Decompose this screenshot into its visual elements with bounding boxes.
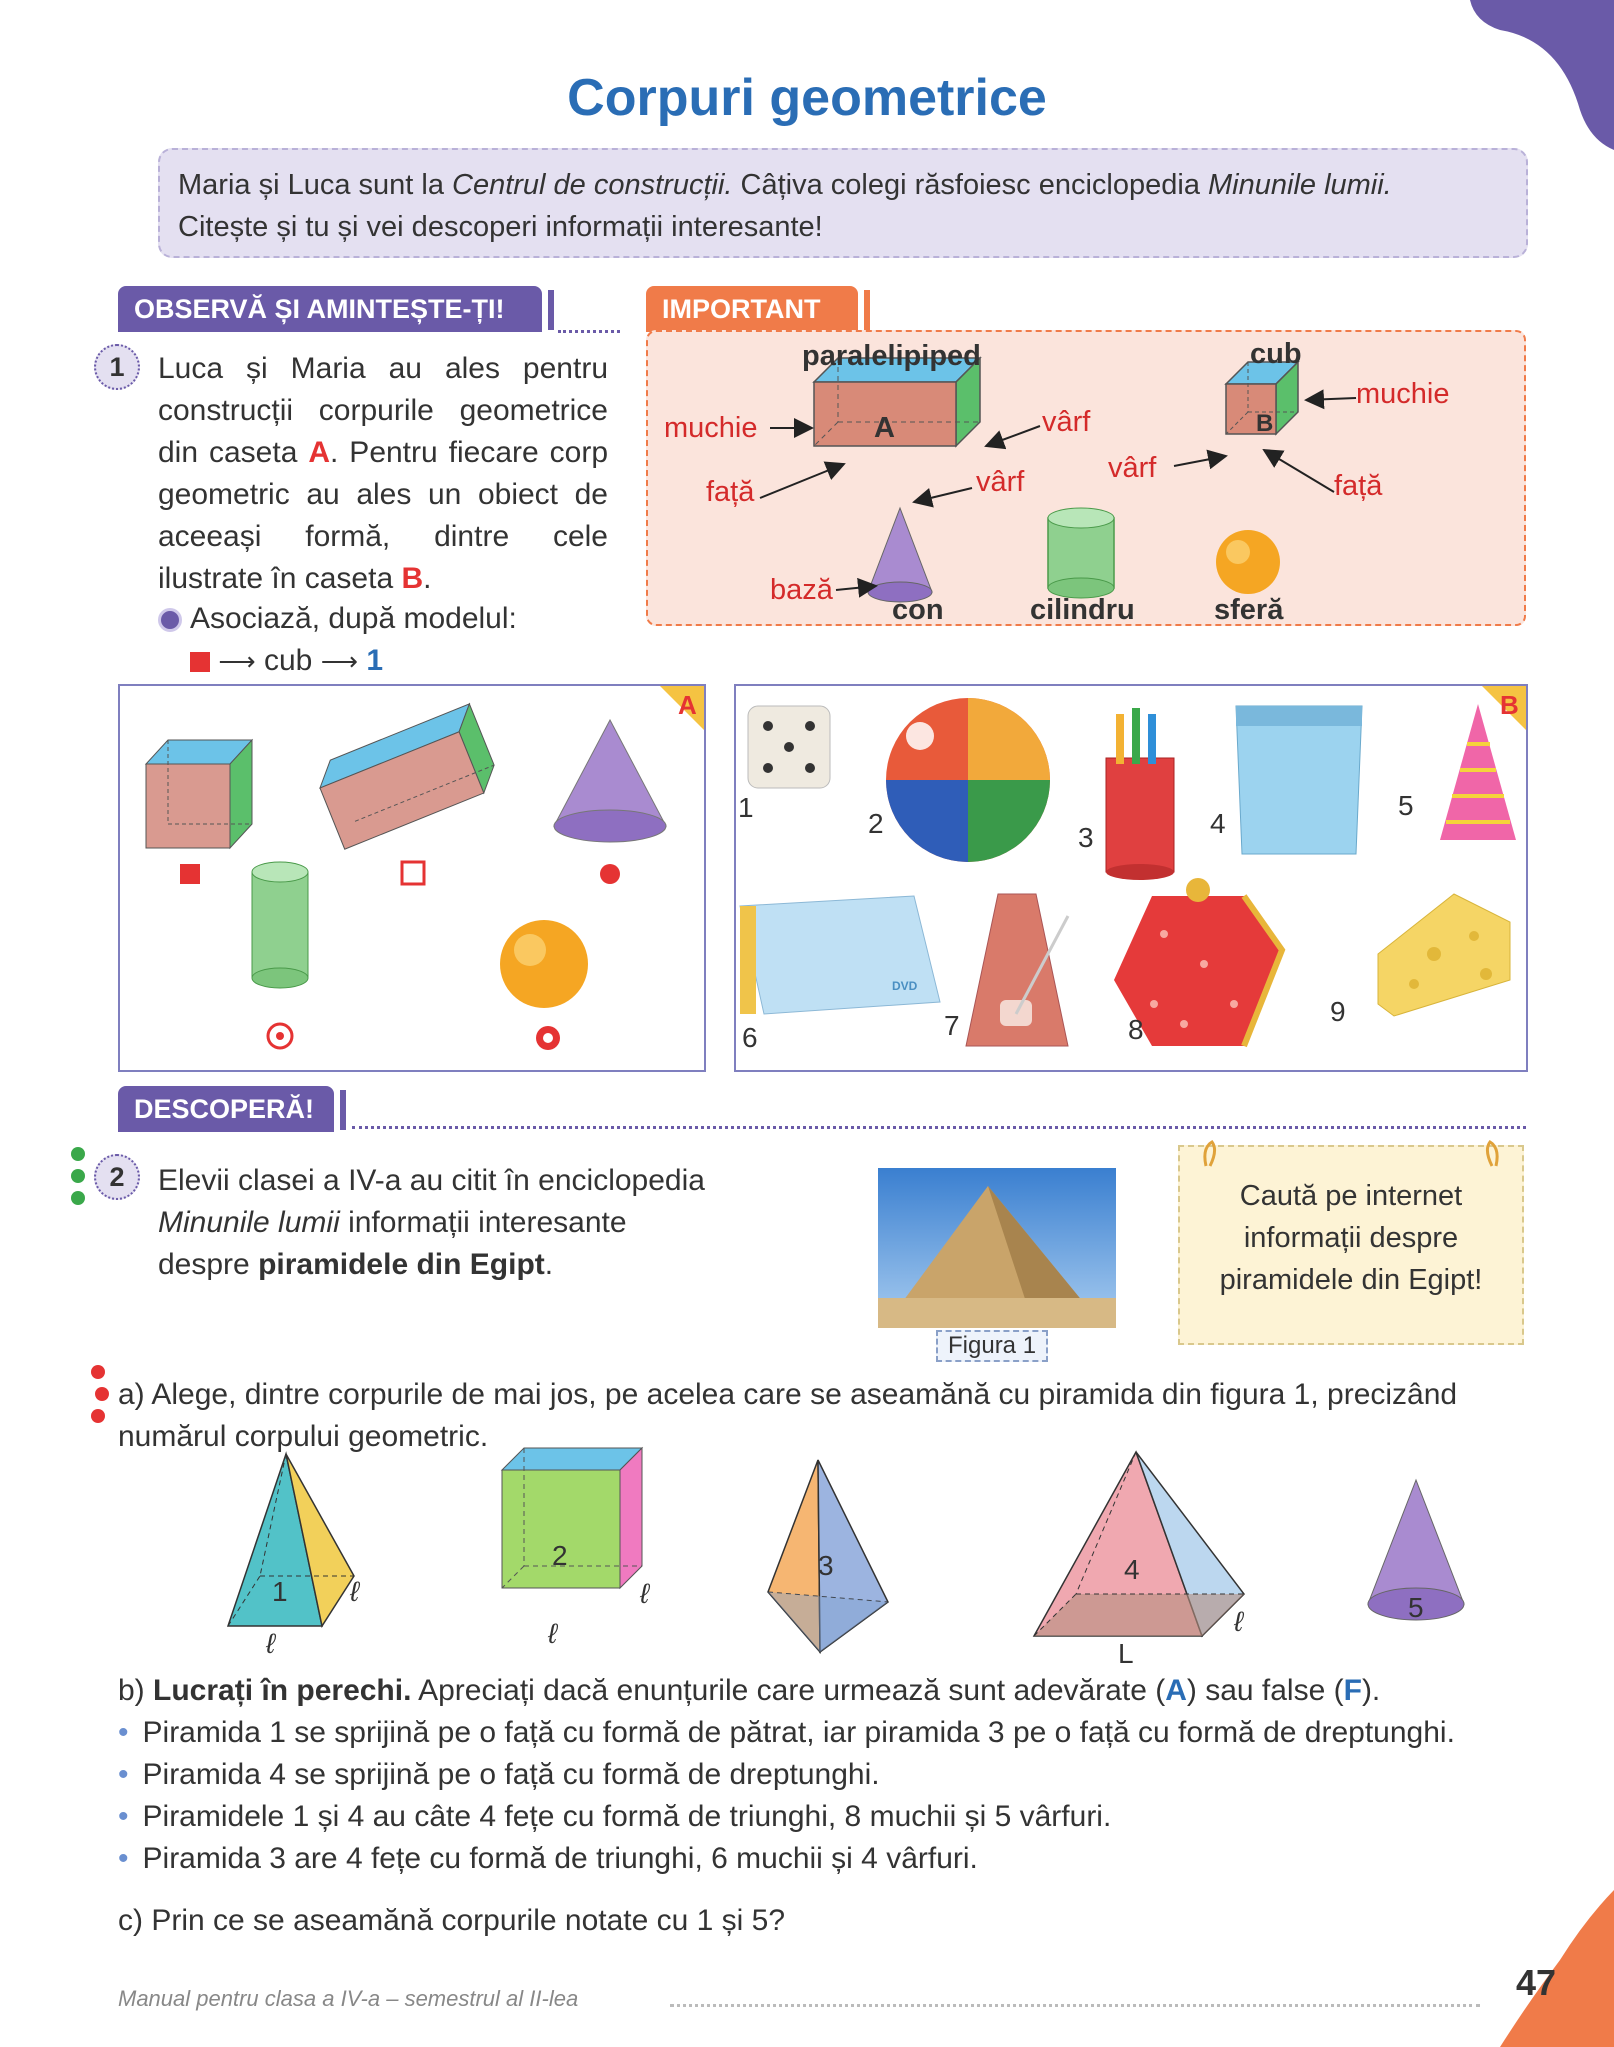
item-number-5: 5 [1398,790,1414,821]
intro-italic-2: Minunile lumii. [1208,169,1392,201]
shape-label-4: 4 [1124,1554,1140,1585]
ex2-line-2 [158,1202,748,1244]
model-word: cub [263,644,313,677]
arrow-icon: ⟶ [320,646,358,676]
label-sfera: sferă [1214,594,1284,626]
item-number-6: 6 [742,1022,758,1053]
item-number-1: 1 [738,792,754,823]
ex1-text-c: . [423,562,432,595]
label-A-box: A [874,412,895,444]
ex2-line-1: Elevii clasei a IV-a au citit în enciclopedia [158,1164,705,1197]
ex2-bold: piramidele din Egipt [258,1248,545,1281]
item-number-9: 9 [1330,996,1346,1027]
dvd-logo: DVD [892,979,918,993]
shape-label-1: 1 [272,1576,288,1607]
tag-bar [548,290,554,330]
question-b-label: b) [118,1674,145,1707]
section-tag-descopera: DESCOPERĂ! [118,1086,334,1132]
ex1-instruction [158,602,517,636]
tag-bar [864,290,870,330]
question-c-text: Prin ce se aseamănă corpurile notate cu 1 și 5? [151,1904,786,1937]
panel-a-shapes [118,684,706,1072]
difficulty-dots-green [68,1146,92,1208]
footer-text: Manual pentru clasa a IV-a – semestrul al II-lea [118,1986,579,2011]
item-number-3: 3 [1078,822,1094,853]
label-muchie-left: muchie [664,412,758,444]
label-B-box: B [1256,410,1274,437]
question-b-bold: Lucrați în perechi. [153,1674,412,1707]
ex1-box-b: B [401,562,424,595]
panel-a-label: A [678,690,697,720]
section-tag-observa: OBSERVĂ ȘI AMINTEȘTE-ȚI! [118,286,542,332]
question-b-text-2: ) sau false ( [1186,1674,1344,1707]
arrow-icon: ⟶ [218,646,256,676]
ex2-line-3-end: . [544,1248,554,1281]
section-tag-important: IMPORTANT [646,286,858,332]
question-b-text-3: ). [1361,1674,1381,1707]
label-varf-3: vârf [1108,452,1157,484]
dim-l-5: ℓ [1234,1606,1244,1637]
ex1-text-a: Luca și Maria au ales pentru construcții corpurile geometrice din caseta [158,352,608,469]
list-item [118,1754,1538,1796]
note-pins [1198,1138,1508,1168]
exercise-number-1: 1 [94,344,140,390]
question-c [118,1900,785,1942]
ex1-instruction-text: Asociază, după modelul: [190,602,517,635]
label-con: con [892,594,944,626]
red-square-icon [190,652,210,672]
tag-bar [340,1090,346,1130]
statement-list [118,1712,1538,1880]
item-number-2: 2 [868,808,884,839]
true-letter: A [1165,1674,1187,1707]
label-varf-1: vârf [1042,406,1091,438]
bullet-icon [158,608,182,632]
label-varf-2: vârf [976,466,1025,498]
statement-4: Piramida 3 are 4 fețe cu formă de triunghi, 6 muchii și 4 vârfuri. [142,1842,978,1875]
label-fata-right: față [1334,470,1383,502]
ex1-text-b: . Pentru fiecare corp geometric au ales un obiect de aceeași formă, dintre cele ilustrate în caseta [158,436,609,595]
exercise-2-text [158,1160,748,1286]
item-number-4: 4 [1210,808,1226,839]
statement-3: Piramidele 1 și 4 au câte 4 fețe cu formă de triunghi, 8 muchii și 5 vârfuri. [142,1800,1112,1833]
dim-l-2: ℓ [266,1628,276,1659]
statement-2: Piramida 4 se sprijină pe o față cu formă de dreptunghi. [142,1758,880,1791]
ex1-model [190,644,383,678]
item-number-7: 7 [944,1010,960,1041]
bullet-dot: • [118,1716,129,1749]
pyramid-photo [878,1168,1116,1328]
panel-b-label: B [1500,690,1519,720]
dim-l-1: ℓ [350,1576,360,1607]
intro-line-2: Citește și tu și vei descoperi informații interesante! [178,211,823,243]
bullet-dot: • [118,1758,129,1791]
page-title: Corpuri geometrice [567,69,1047,127]
bullet-dot: • [118,1842,129,1875]
page-number: 47 [1516,1962,1557,2003]
dim-l-4: ℓ [548,1618,558,1649]
label-fata-left: față [706,476,755,508]
shape-label-3: 3 [818,1550,834,1581]
footer-dotted-line [670,2004,1480,2007]
question-a-label: a) [118,1378,145,1411]
false-letter: F [1343,1674,1362,1707]
intro-text-1: Maria și Luca sunt la [178,169,453,201]
label-cilindru: cilindru [1030,594,1135,626]
question-c-label: c) [118,1904,143,1937]
ex2-italic: Minunile lumii [158,1206,340,1239]
bullet-dot: • [118,1800,129,1833]
label-cub: cub [1250,338,1302,370]
internet-note: Caută pe internet informații despre piramidele din Egipt! [1178,1145,1524,1345]
question-b-text-1: Apreciați dacă enunțurile care urmează sunt adevărate ( [411,1674,1166,1707]
label-baza: bază [770,574,833,606]
dim-L: L [1118,1638,1134,1669]
question-b [118,1670,1532,1712]
figure-caption: Figura 1 [936,1330,1048,1362]
exercise-number-2: 2 [94,1154,140,1200]
shape-label-5: 5 [1408,1592,1424,1623]
shape-label-2: 2 [552,1540,568,1571]
question-a-text: Alege, dintre corpurile de mai jos, pe acelea care se aseamănă cu piramida din figura 1, precizând numărul corpului geometric. [118,1378,1458,1453]
dotted-line [352,1126,1526,1129]
list-item [118,1838,1538,1880]
exercise-1-text [158,348,608,600]
list-item [118,1796,1538,1838]
intro-italic-1: Centrul de construcții. [452,169,733,201]
dim-l-3: ℓ [640,1578,650,1609]
intro-text-2: Câțiva colegi răsfoiesc enciclopedia [732,169,1209,201]
label-paralelipiped: paralelipiped [802,340,981,372]
dotted-line [558,330,620,333]
intro-box [158,148,1528,258]
item-number-8: 8 [1128,1014,1144,1045]
ex1-box-a: A [308,436,331,469]
statement-1: Piramida 1 se sprijină pe o față cu formă de pătrat, iar piramida 3 pe o față cu formă de dreptunghi. [142,1716,1455,1749]
list-item [118,1712,1538,1754]
model-number: 1 [366,644,383,677]
label-muchie-right: muchie [1356,378,1450,410]
difficulty-dots-red [88,1364,112,1426]
ex2-line-3-start: despre [158,1248,259,1281]
ex2-line-3 [158,1244,748,1286]
ex2-line-2-rest: informații interesante [339,1206,627,1239]
pyramid-shapes [200,1440,1520,1670]
